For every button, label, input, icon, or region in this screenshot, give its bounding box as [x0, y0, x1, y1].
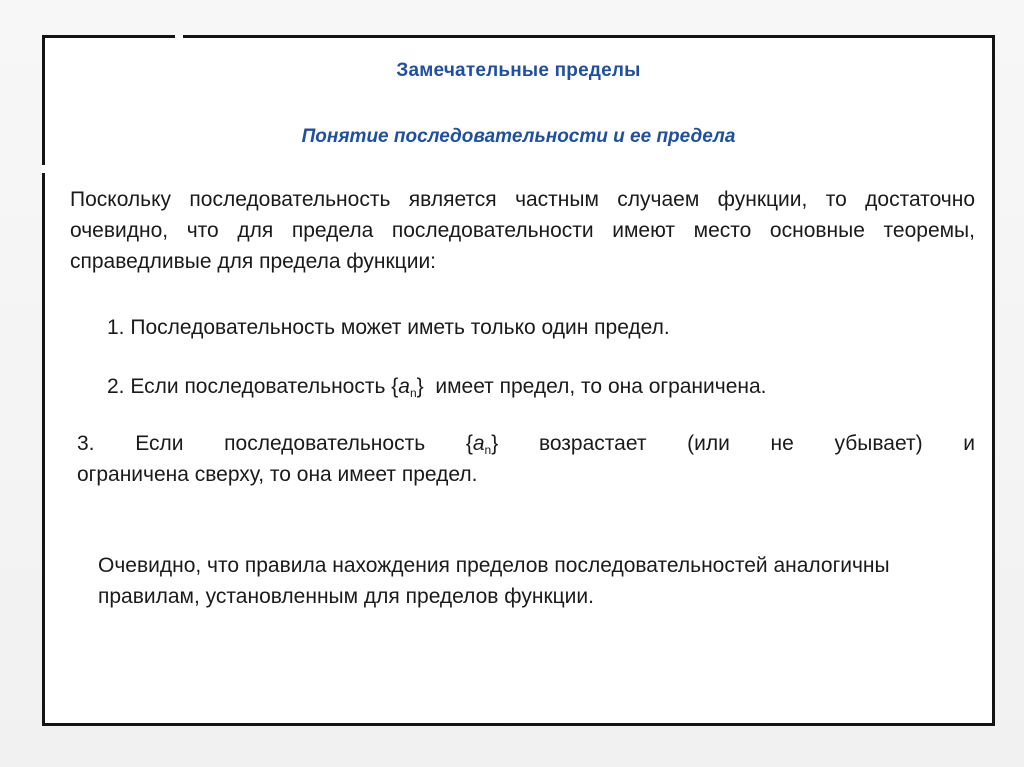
sequence-variable: a — [398, 375, 410, 398]
theorem-2 — [107, 371, 767, 402]
intro-paragraph: Поскольку последовательность является частным случаем функции, то достаточно очевидно, что для предела последовательности имеют место основные теоремы, справедливые для предела функции: — [70, 188, 975, 273]
theorem-2-prefix: 2. Если последовательность — [107, 375, 392, 398]
conclusion-paragraph: Очевидно, что правила нахождения пределов последовательностей аналогичны правилам, установленным для пределов функции. — [98, 554, 890, 608]
theorem-2-suffix: имеет предел, то она ограничена. — [423, 375, 767, 398]
sequence-index: n — [409, 386, 417, 400]
theorem-1: 1. Последовательность может иметь только один предел. — [107, 316, 670, 339]
theorem-3-line-1 — [77, 428, 975, 459]
sequence-variable: a — [472, 432, 485, 455]
slide-subtitle: Понятие последовательности и ее предела — [301, 126, 736, 147]
slide-frame — [42, 35, 995, 726]
brace-close: } — [416, 375, 424, 398]
theorem-3 — [77, 428, 975, 490]
theorem-3-suffix-line-1: возрастает (или не убывает) и — [498, 432, 975, 455]
border-gap-left — [42, 165, 45, 173]
brace-open: { — [391, 375, 399, 398]
sequence-notation — [391, 375, 423, 398]
sequence-index: n — [484, 443, 492, 457]
brace-open: { — [465, 432, 473, 455]
border-gap-top — [175, 35, 183, 38]
brace-close: } — [491, 432, 499, 455]
sequence-notation — [466, 432, 498, 455]
slide-title: Замечательные пределы — [396, 60, 641, 81]
theorem-3-prefix: 3. Если последовательность — [77, 432, 466, 455]
theorem-3-line-2: ограничена сверху, то она имеет предел. — [77, 463, 478, 486]
